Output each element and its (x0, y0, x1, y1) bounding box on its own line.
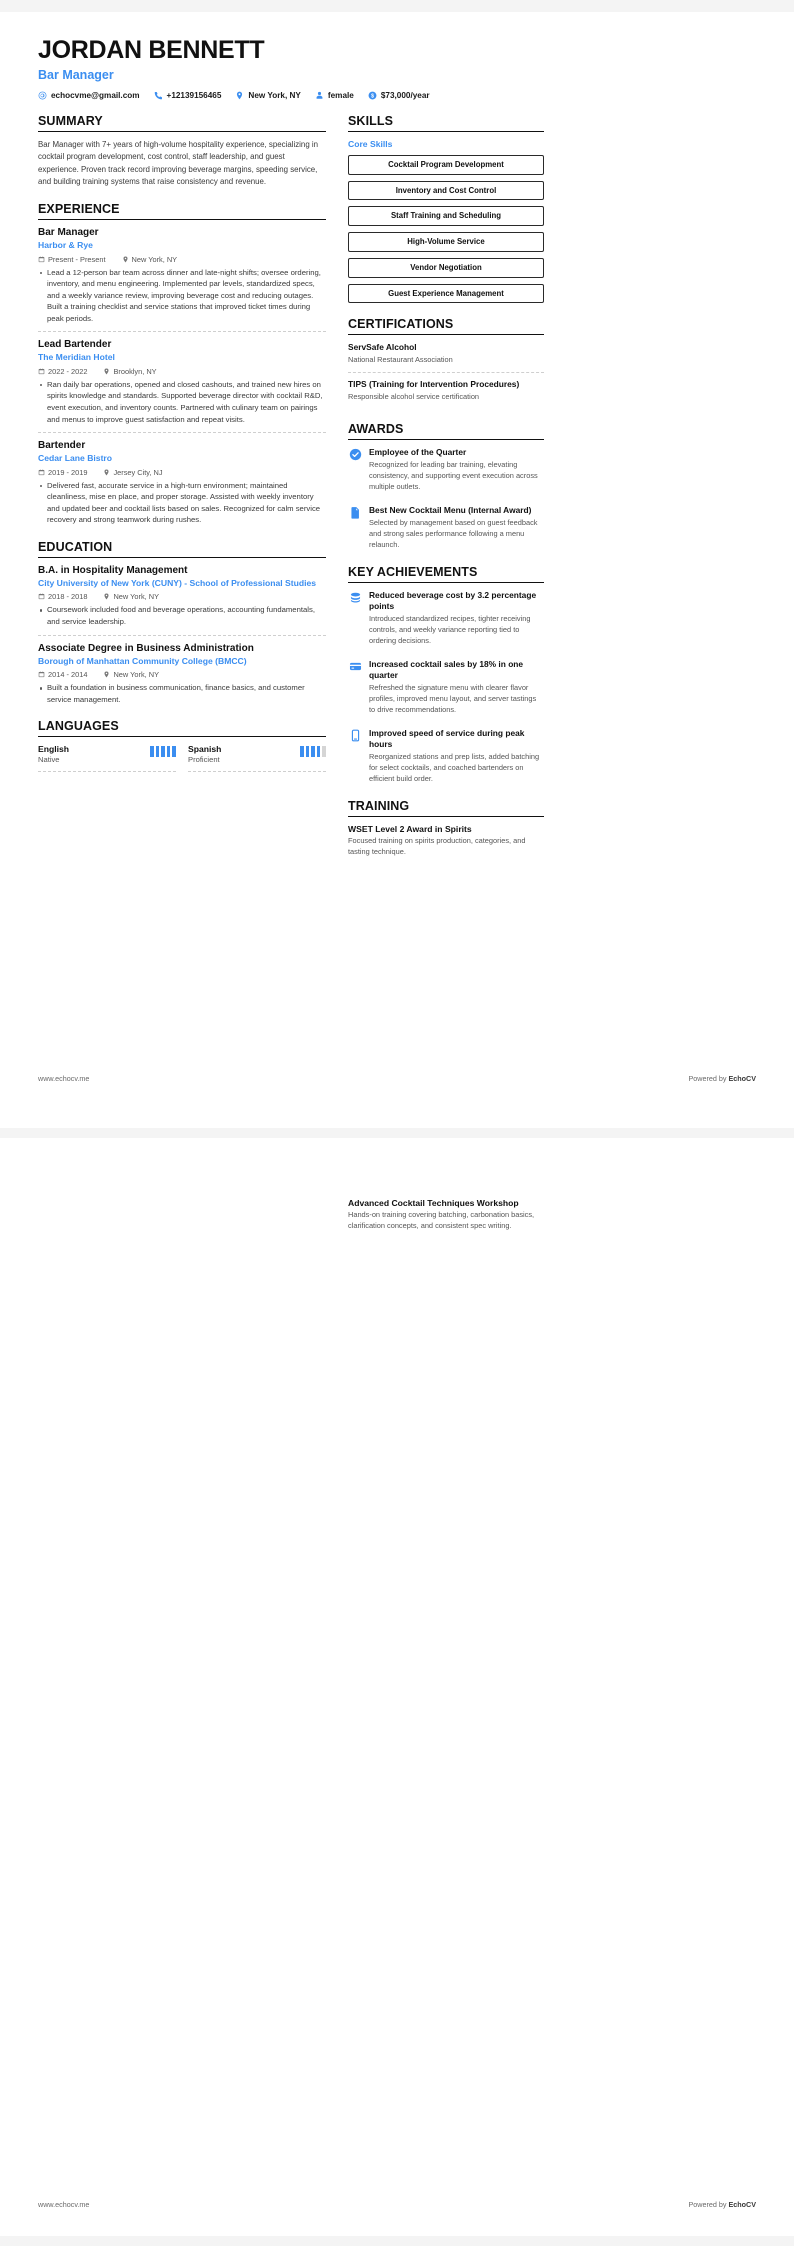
experience-bullets (38, 267, 326, 325)
bullet-item: Ran daily bar operations, opened and closed cashouts, and trained new hires on spirits knowledge and standards. Supported beverage director with cocktail R&D, event execution, and inventory counts. Partnered with culinary team on pairings and menus to improve guest satisfaction and repeat visits. (38, 379, 326, 425)
experience-location-value: New York, NY (131, 254, 178, 264)
bullet-item: Built a foundation in business communication, finance basics, and customer service management. (38, 682, 326, 705)
footer-website[interactable]: www.echocv.me (38, 1074, 90, 1083)
contact-location-value: New York, NY (248, 91, 301, 100)
mobile-icon (348, 729, 362, 743)
award-desc: Selected by management based on guest feedback and strong sales performance following a menu relaunch. (369, 518, 538, 549)
person-icon (315, 91, 324, 100)
location-icon (235, 91, 244, 100)
certifications-heading: CERTIFICATIONS (348, 317, 544, 335)
contact-phone-value: +12139156465 (166, 91, 222, 100)
footer-powered-prefix: Powered by (688, 2200, 729, 2209)
education-school: City University of New York (CUNY) - School of Professional Studies (38, 577, 317, 588)
section-experience (38, 202, 326, 526)
certification-item (348, 342, 544, 372)
education-meta (38, 670, 326, 679)
location-pin-icon (103, 593, 110, 600)
skill-chip: Vendor Negotiation (348, 258, 544, 278)
achievement-title: Improved speed of service during peak hours (369, 727, 525, 750)
contact-row (38, 91, 756, 100)
experience-location (103, 468, 162, 477)
training-item (348, 1198, 544, 1232)
achievement-desc: Refreshed the signature menu with clearer flavor profiles, improved menu layout, and server tastings to drive recommendations. (369, 683, 537, 715)
section-achievements (348, 565, 544, 785)
contact-gender-value: female (327, 91, 354, 100)
right-column (348, 114, 544, 872)
experience-entry (38, 227, 326, 332)
language-level: Proficient (188, 755, 220, 765)
resume-sheet-2 (0, 1138, 794, 2236)
language-name: English (38, 744, 70, 755)
calendar-icon (38, 469, 45, 476)
location-pin-icon (103, 469, 110, 476)
footer-powered-by (688, 1074, 756, 1083)
location-pin-icon (103, 671, 110, 678)
training-desc: Hands-on training covering batching, carbonation basics, clarification concepts, and consistent spec writing. (348, 1210, 535, 1230)
skill-chip: Guest Experience Management (348, 284, 544, 304)
education-bullets (38, 682, 326, 705)
location-pin-icon (122, 256, 129, 263)
phone-icon (154, 91, 163, 100)
skills-heading: SKILLS (348, 114, 544, 132)
summary-heading: SUMMARY (38, 114, 326, 132)
experience-entry (38, 339, 326, 433)
contact-salary-value: $73,000/year (380, 91, 430, 100)
language-level: Native (38, 755, 60, 765)
education-meta (38, 592, 326, 601)
achievement-item (348, 659, 544, 716)
check-badge-icon (348, 448, 362, 462)
education-entry (38, 565, 326, 636)
education-degree: B.A. in Hospitality Management (38, 564, 188, 576)
page-top-band (0, 0, 794, 12)
education-dates-value: 2018 - 2018 (48, 592, 88, 602)
email-icon (38, 91, 47, 100)
achievement-desc: Reorganized stations and prep lists, added batching for select cocktails, and coached bartenders on efficient build order. (369, 752, 540, 784)
summary-text: Bar Manager with 7+ years of high-volume hospitality experience, specializing in cocktail program development, cost control, staff leadership, and guest experience. Proven track record improving beverage margins, speeding service, and building training systems that raise consistency and revenue. (38, 140, 319, 186)
experience-dates-value: 2022 - 2022 (48, 366, 88, 376)
education-dates (38, 670, 87, 679)
experience-org: The Meridian Hotel (38, 352, 115, 363)
page2-left-column (38, 1198, 326, 1232)
section-awards (348, 422, 544, 551)
education-location (103, 592, 159, 601)
language-proficiency-bars (300, 744, 326, 757)
experience-location (103, 367, 156, 376)
language-item (38, 744, 176, 772)
section-skills (348, 114, 544, 303)
education-dates-value: 2014 - 2014 (48, 670, 88, 680)
card-icon (348, 660, 362, 674)
section-certifications (348, 317, 544, 408)
footer-page-1 (38, 1074, 756, 1083)
experience-meta (38, 367, 326, 376)
experience-dates (38, 367, 87, 376)
achievement-title: Increased cocktail sales by 18% in one quarter (369, 658, 524, 681)
skills-subheading: Core Skills (348, 139, 393, 149)
bullet-item: Lead a 12-person bar team across dinner and late-night shifts; oversee ordering, inventory, and menu engineering. Implemented par levels, standardized specs, and a weekly variance review, improving beverage cost and reducing outages. Built a training checklist and service stations that improved ticket times during peak periods. (38, 267, 326, 325)
education-location (103, 670, 159, 679)
page-break-band (0, 1128, 794, 1138)
language-item (188, 744, 326, 772)
experience-bullets (38, 480, 326, 526)
awards-heading: AWARDS (348, 422, 544, 440)
page2-right-column (348, 1198, 544, 1232)
experience-heading: EXPERIENCE (38, 202, 326, 220)
footer-brand-name: EchoCV (728, 2200, 756, 2209)
certification-issuer: National Restaurant Association (348, 355, 453, 365)
footer-website[interactable]: www.echocv.me (38, 2200, 90, 2209)
left-column (38, 114, 326, 786)
experience-org: Cedar Lane Bistro (38, 453, 113, 464)
education-bullets (38, 604, 326, 627)
experience-role: Lead Bartender (38, 339, 112, 351)
education-heading: EDUCATION (38, 540, 326, 558)
experience-entry (38, 440, 326, 526)
award-title: Best New Cocktail Menu (Internal Award) (369, 504, 532, 515)
document-icon (348, 506, 362, 520)
certification-name: ServSafe Alcohol (348, 342, 417, 353)
experience-meta (38, 255, 326, 264)
section-languages (38, 719, 326, 772)
page-title: JORDAN BENNETT (38, 36, 265, 64)
salary-icon (368, 91, 377, 100)
education-dates (38, 592, 87, 601)
section-education (38, 540, 326, 705)
bullet-item: Coursework included food and beverage operations, accounting fundamentals, and service leadership. (38, 604, 326, 627)
achievement-title: Reduced beverage cost by 3.2 percentage points (369, 589, 537, 611)
language-proficiency-bars (150, 744, 176, 757)
experience-bullets (38, 379, 326, 425)
svg-text:$: $ (370, 93, 374, 100)
contact-email[interactable] (38, 91, 140, 100)
skill-chip: High-Volume Service (348, 232, 544, 252)
certification-item (348, 379, 544, 408)
experience-location-value: Jersey City, NJ (113, 467, 163, 477)
contact-location (235, 91, 300, 100)
award-item (348, 447, 544, 493)
award-desc: Recognized for leading bar training, elevating consistency, and supporting event execution across multiple outlets. (369, 460, 538, 491)
languages-heading: LANGUAGES (38, 719, 326, 737)
resume-header (0, 12, 794, 100)
achievement-desc: Introduced standardized recipes, tighter receiving controls, and weekly variance reporting tied to ordering decisions. (369, 614, 531, 645)
skill-chip: Staff Training and Scheduling (348, 206, 544, 226)
training-item (348, 824, 544, 858)
calendar-icon (38, 368, 45, 375)
experience-meta (38, 468, 326, 477)
certification-name: TIPS (Training for Intervention Procedures) (348, 378, 520, 389)
footer-page-2 (38, 2200, 756, 2209)
achievement-item (348, 590, 544, 647)
experience-org: Harbor & Rye (38, 240, 93, 250)
calendar-icon (38, 256, 45, 263)
achievement-item (348, 728, 544, 785)
job-title: Bar Manager (38, 68, 114, 82)
skill-chip: Cocktail Program Development (348, 155, 544, 175)
experience-location-value: Brooklyn, NY (113, 366, 157, 376)
location-pin-icon (103, 368, 110, 375)
education-school: Borough of Manhattan Community College (BMCC) (38, 655, 247, 666)
bullet-item: Delivered fast, accurate service in a high-turn environment; maintained cleanliness, mise en place, and proper storage. Assisted with weekly inventory and updated beer and cocktail lists based on sales. Recognized for calm service recovery and strong teamwork during rushes. (38, 480, 326, 526)
contact-salary (368, 91, 430, 100)
calendar-icon (38, 671, 45, 678)
award-title: Employee of the Quarter (369, 446, 467, 457)
training-desc: Focused training on spirits production, categories, and tasting technique. (348, 836, 526, 856)
education-degree: Associate Degree in Business Administration (38, 642, 254, 654)
training-name: WSET Level 2 Award in Spirits (348, 824, 472, 835)
achievements-heading: KEY ACHIEVEMENTS (348, 565, 544, 583)
experience-role: Bartender (38, 440, 86, 452)
coins-icon (348, 591, 362, 605)
language-name: Spanish (188, 744, 222, 755)
contact-phone[interactable] (154, 91, 222, 100)
skill-chip: Inventory and Cost Control (348, 181, 544, 201)
experience-dates (38, 255, 106, 264)
experience-location (122, 255, 178, 264)
section-summary (38, 114, 326, 188)
education-entry (38, 643, 326, 706)
education-location-value: New York, NY (113, 592, 160, 602)
training-name: Advanced Cocktail Techniques Workshop (348, 1198, 519, 1208)
education-location-value: New York, NY (113, 670, 160, 680)
experience-role: Bar Manager (38, 227, 99, 238)
footer-brand-name: EchoCV (728, 1074, 756, 1083)
calendar-icon (38, 593, 45, 600)
certification-issuer: Responsible alcohol service certification (348, 391, 480, 401)
resume-body (0, 100, 794, 872)
contact-email-value: echocvme@gmail.com (51, 91, 140, 100)
award-item (348, 505, 544, 551)
contact-gender (315, 91, 354, 100)
section-training (348, 799, 544, 858)
footer-powered-prefix: Powered by (688, 1074, 729, 1083)
experience-dates-value: 2019 - 2019 (48, 467, 88, 477)
training-heading: TRAINING (348, 799, 544, 817)
experience-dates-value: Present - Present (48, 254, 106, 264)
experience-dates (38, 468, 87, 477)
page-bottom-band (0, 2236, 794, 2246)
footer-powered-by (688, 2200, 756, 2209)
languages-grid (38, 744, 326, 772)
